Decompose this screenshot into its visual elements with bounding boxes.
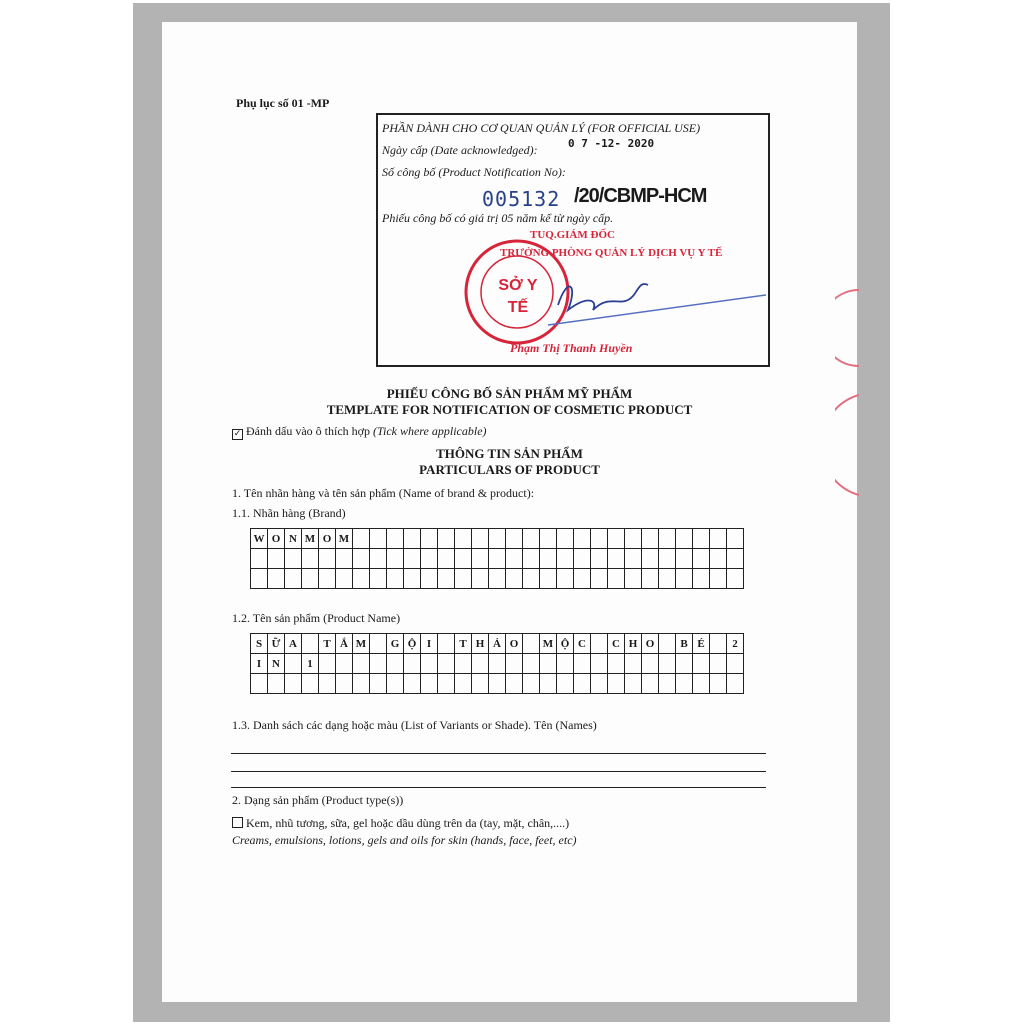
grid-cell (540, 529, 557, 549)
grid-cell: A (285, 634, 302, 654)
grid-cell (455, 674, 472, 694)
grid-cell: 2 (727, 634, 744, 654)
grid-cell: O (506, 634, 523, 654)
variants-line (231, 753, 766, 754)
grid-cell (285, 569, 302, 589)
grid-cell (438, 569, 455, 589)
grid-cell (251, 549, 268, 569)
grid-cell (642, 549, 659, 569)
grid-cell (370, 529, 387, 549)
question-1-1: 1.1. Nhãn hàng (Brand) (232, 506, 346, 520)
grid-cell (676, 654, 693, 674)
grid-cell (727, 529, 744, 549)
grid-cell: C (574, 634, 591, 654)
grid-cell: M (336, 529, 353, 549)
grid-cell (574, 569, 591, 589)
grid-cell (489, 529, 506, 549)
grid-cell (455, 569, 472, 589)
grid-cell (506, 569, 523, 589)
grid-cell (302, 634, 319, 654)
grid-cell (336, 569, 353, 589)
grid-cell (251, 569, 268, 589)
grid-cell (506, 654, 523, 674)
grid-cell (489, 654, 506, 674)
variants-line (231, 787, 766, 788)
grid-cell (710, 569, 727, 589)
grid-cell (727, 549, 744, 569)
grid-cell (268, 569, 285, 589)
grid-cell (591, 569, 608, 589)
grid-cell (659, 529, 676, 549)
grid-cell (404, 674, 421, 694)
signer-title: TUQ.GIÁM ĐỐC (530, 229, 615, 241)
grid-cell (557, 549, 574, 569)
grid-cell (591, 634, 608, 654)
grid-cell (370, 654, 387, 674)
grid-cell (710, 529, 727, 549)
grid-cell (302, 674, 319, 694)
grid-cell: G (387, 634, 404, 654)
grid-cell (540, 674, 557, 694)
grid-cell (438, 634, 455, 654)
grid-cell (676, 529, 693, 549)
grid-cell (421, 529, 438, 549)
grid-cell (642, 674, 659, 694)
grid-cell (574, 654, 591, 674)
grid-cell (285, 654, 302, 674)
grid-cell (404, 654, 421, 674)
grid-cell (625, 529, 642, 549)
grid-cell (676, 569, 693, 589)
notification-number-value: 005132 (482, 187, 561, 211)
grid-cell: O (268, 529, 285, 549)
product-type-creams-vi: Kem, nhũ tương, sữa, gel hoặc dầu dùng trên da (tay, mặt, chân,....) (246, 816, 570, 830)
grid-cell: 1 (302, 654, 319, 674)
grid-cell (625, 654, 642, 674)
grid-cell (727, 569, 744, 589)
tick-note-vi: Đánh dấu vào ô thích hợp (246, 424, 370, 438)
grid-cell (319, 549, 336, 569)
unchecked-box-icon (232, 817, 243, 828)
grid-cell (404, 549, 421, 569)
grid-cell (659, 654, 676, 674)
grid-cell (710, 674, 727, 694)
grid-cell (506, 529, 523, 549)
grid-cell (438, 529, 455, 549)
grid-cell (268, 674, 285, 694)
grid-cell: I (251, 654, 268, 674)
signer-department: TRƯỞNG PHÒNG QUẢN LÝ DỊCH VỤ Y TẾ (500, 247, 723, 259)
grid-cell (455, 654, 472, 674)
grid-cell (268, 549, 285, 569)
grid-cell: T (319, 634, 336, 654)
grid-cell (489, 549, 506, 569)
product-type-creams (232, 816, 569, 831)
section-title-en: PARTICULARS OF PRODUCT (419, 462, 600, 477)
grid-cell (472, 549, 489, 569)
form-title-en: TEMPLATE FOR NOTIFICATION OF COSMETIC PRODUCT (326, 402, 693, 417)
grid-cell (540, 569, 557, 589)
grid-cell: H (472, 634, 489, 654)
grid-cell (608, 569, 625, 589)
grid-cell (370, 549, 387, 569)
grid-cell (659, 634, 676, 654)
grid-cell: Ộ (557, 634, 574, 654)
grid-cell (710, 654, 727, 674)
grid-cell: S (251, 634, 268, 654)
grid-cell (523, 654, 540, 674)
grid-cell: O (319, 529, 336, 549)
grid-cell (387, 674, 404, 694)
grid-cell (523, 634, 540, 654)
grid-cell (574, 549, 591, 569)
grid-cell (693, 549, 710, 569)
question-2: 2. Dạng sản phẩm (Product type(s)) (232, 793, 404, 807)
grid-cell (472, 674, 489, 694)
grid-cell (489, 674, 506, 694)
grid-cell (693, 674, 710, 694)
grid-cell (370, 674, 387, 694)
grid-cell (659, 569, 676, 589)
grid-cell (523, 549, 540, 569)
grid-cell (472, 654, 489, 674)
grid-cell (319, 569, 336, 589)
grid-cell (557, 674, 574, 694)
grid-cell (455, 549, 472, 569)
grid-cell (421, 549, 438, 569)
grid-cell (642, 529, 659, 549)
grid-cell (710, 549, 727, 569)
grid-cell (523, 529, 540, 549)
grid-cell (574, 674, 591, 694)
grid-cell (336, 674, 353, 694)
grid-cell (421, 674, 438, 694)
grid-cell (336, 549, 353, 569)
grid-cell (472, 529, 489, 549)
grid-cell (455, 529, 472, 549)
annex-label: Phụ lục số 01 -MP (236, 96, 330, 110)
grid-cell (557, 569, 574, 589)
grid-cell (421, 654, 438, 674)
grid-cell: M (302, 529, 319, 549)
grid-cell (353, 674, 370, 694)
grid-cell (540, 549, 557, 569)
brand-grid (250, 528, 744, 589)
grid-cell (625, 674, 642, 694)
notification-number-suffix: /20/CBMP-HCM (574, 185, 707, 207)
grid-cell (489, 569, 506, 589)
grid-cell (387, 654, 404, 674)
grid-cell (625, 569, 642, 589)
grid-cell (319, 674, 336, 694)
grid-cell: I (421, 634, 438, 654)
grid-cell (251, 674, 268, 694)
grid-cell (642, 569, 659, 589)
tick-note-en: (Tick where applicable) (372, 424, 487, 438)
official-header: PHẦN DÀNH CHO CƠ QUAN QUẢN LÝ (FOR OFFICIAL USE) (382, 121, 701, 135)
grid-cell (353, 549, 370, 569)
product-type-creams-en: Creams, emulsions, lotions, gels and oils for skin (hands, face, feet, etc) (232, 833, 577, 847)
grid-cell (557, 529, 574, 549)
grid-cell (506, 674, 523, 694)
grid-cell (523, 569, 540, 589)
section-title-vi: THÔNG TIN SẢN PHẨM (436, 446, 583, 461)
grid-cell (404, 529, 421, 549)
grid-cell (302, 569, 319, 589)
notification-number-label: Số công bố (Product Notification No): (382, 165, 566, 179)
grid-cell: Ả (489, 634, 506, 654)
grid-cell: N (285, 529, 302, 549)
grid-cell (574, 529, 591, 549)
seal-text: SỞ Y TẾ (498, 277, 538, 316)
grid-cell (659, 549, 676, 569)
date-acknowledged-label: Ngày cấp (Date acknowledged): (382, 143, 538, 157)
product-name-grid (250, 633, 744, 694)
grid-cell (591, 529, 608, 549)
form-title-vi: PHIẾU CÔNG BỐ SẢN PHẨM MỸ PHẨM (386, 386, 633, 401)
grid-cell: B (676, 634, 693, 654)
grid-cell (625, 549, 642, 569)
grid-cell (608, 654, 625, 674)
signer-name: Phạm Thị Thanh Huyền (510, 341, 633, 355)
grid-cell (557, 654, 574, 674)
grid-cell (285, 549, 302, 569)
grid-cell (608, 529, 625, 549)
grid-cell (608, 674, 625, 694)
grid-cell (608, 549, 625, 569)
grid-cell (659, 674, 676, 694)
grid-cell: Ắ (336, 634, 353, 654)
grid-cell (591, 549, 608, 569)
grid-cell (285, 674, 302, 694)
signature (538, 265, 768, 345)
tick-instruction (232, 424, 487, 440)
grid-cell (353, 569, 370, 589)
grid-cell: N (268, 654, 285, 674)
grid-cell (421, 569, 438, 589)
grid-cell (353, 529, 370, 549)
grid-cell (336, 654, 353, 674)
grid-cell (591, 674, 608, 694)
grid-cell (693, 654, 710, 674)
question-1-3: 1.3. Danh sách các dạng hoặc màu (List of Variants or Shade). Tên (Names) (232, 718, 597, 732)
grid-cell (642, 654, 659, 674)
question-1-2: 1.2. Tên sản phẩm (Product Name) (232, 611, 401, 625)
grid-cell (591, 654, 608, 674)
grid-cell: Ữ (268, 634, 285, 654)
grid-cell (370, 569, 387, 589)
grid-cell: T (455, 634, 472, 654)
checked-box-icon: ✓ (233, 429, 242, 439)
grid-cell (438, 654, 455, 674)
question-1: 1. Tên nhãn hàng và tên sản phẩm (Name of brand & product): (232, 486, 535, 500)
grid-cell (319, 654, 336, 674)
grid-cell (676, 549, 693, 569)
grid-cell (302, 549, 319, 569)
grid-cell (472, 569, 489, 589)
grid-cell: H (625, 634, 642, 654)
grid-cell (693, 529, 710, 549)
grid-cell: O (642, 634, 659, 654)
grid-cell (523, 674, 540, 694)
validity-note: Phiếu công bố có giá trị 05 năm kể từ ngày cấp. (382, 211, 614, 225)
grid-cell: W (251, 529, 268, 549)
grid-cell (506, 549, 523, 569)
grid-cell (353, 654, 370, 674)
grid-cell (404, 569, 421, 589)
grid-cell: É (693, 634, 710, 654)
grid-cell (693, 569, 710, 589)
official-use-box (376, 113, 770, 367)
grid-cell (387, 569, 404, 589)
grid-cell (727, 654, 744, 674)
grid-cell (438, 549, 455, 569)
grid-cell: M (540, 634, 557, 654)
grid-cell (387, 529, 404, 549)
grid-cell (710, 634, 727, 654)
variants-line (231, 771, 766, 772)
grid-cell: C (608, 634, 625, 654)
grid-cell (727, 674, 744, 694)
grid-cell: M (353, 634, 370, 654)
date-acknowledged-value: 0 7 -12- 2020 (568, 137, 655, 150)
grid-cell (676, 674, 693, 694)
grid-cell (540, 654, 557, 674)
grid-cell (438, 674, 455, 694)
grid-cell: Ộ (404, 634, 421, 654)
grid-cell (387, 549, 404, 569)
grid-cell (370, 634, 387, 654)
